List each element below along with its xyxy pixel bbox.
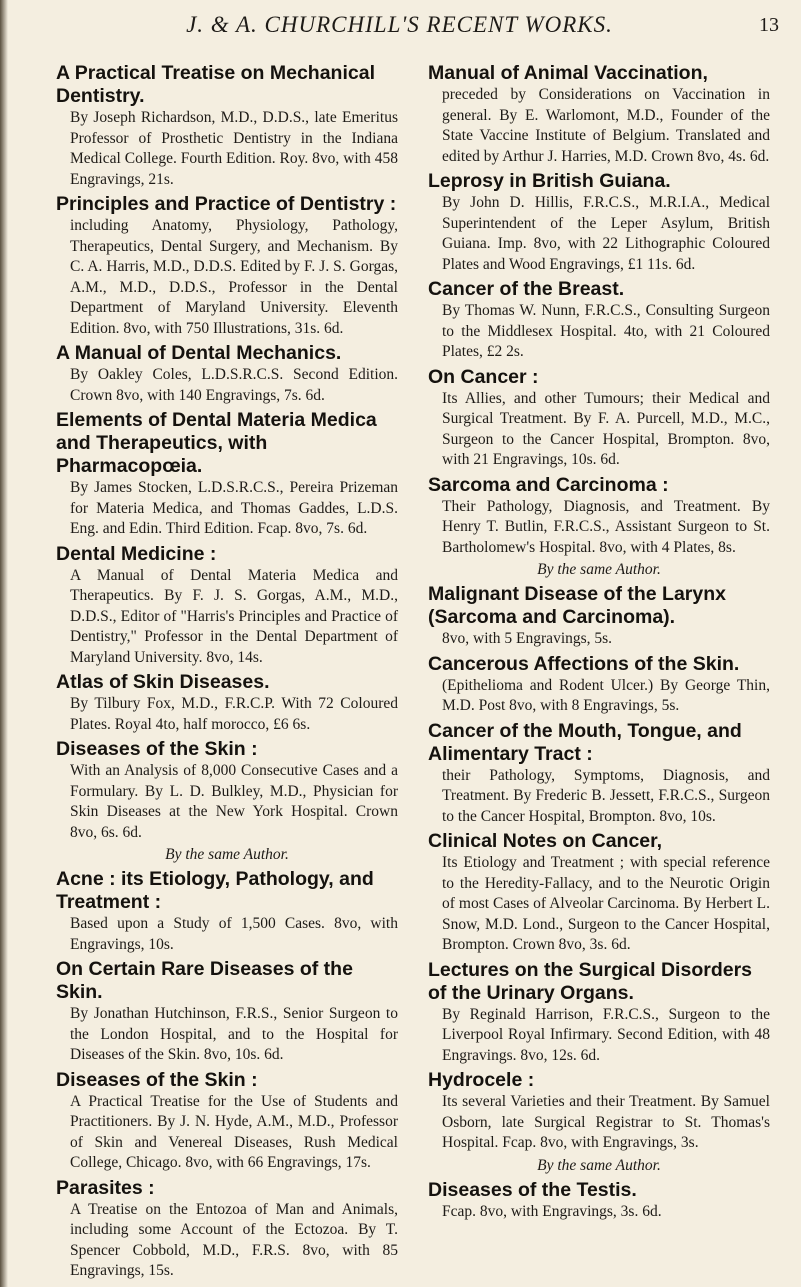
catalogue-entry <box>428 278 770 363</box>
entry-description: 8vo, with 5 Engravings, 5s. <box>442 630 613 647</box>
entry-title: Parasites : <box>56 1176 155 1199</box>
entry-description: By Thomas W. Nunn, F.R.C.S., Consulting Surgeon to the Middlesex Hospital. 4to, with 21 Coloured Plates, £2 2s. <box>442 302 770 360</box>
entry-title: Acne : its Etiology, Pathology, and Treatment : <box>56 868 374 913</box>
catalogue-entry <box>56 409 398 540</box>
catalogue-entry <box>428 474 770 581</box>
page-number: 13 <box>759 14 779 36</box>
entry-description: By Oakley Coles, L.D.S.R.C.S. Second Edition. Crown 8vo, with 140 Engravings, 7s. 6d. <box>70 366 398 404</box>
entry-description: A Practical Treatise for the Use of Students and Practitioners. By J. N. Hyde, A.M., M.D., Professor of Skin and Venereal Diseases, Rush Medical College, Chicago. 8vo, with 66 Engravings, 17s. <box>70 1092 398 1171</box>
entry-description: By Jonathan Hutchinson, F.R.S., Senior Surgeon to the London Hospital, and to the Hospital for Diseases of the Skin. 8vo, 10s. 6d. <box>70 1005 398 1063</box>
entry-title: Principles and Practice of Dentistry : <box>56 193 397 215</box>
entry-description: Its Allies, and other Tumours; their Medical and Surgical Treatment. By F. A. Purcell, M.D., M.C., Surgeon to the Cancer Hospital, Brompton. 8vo, with 21 Engravings, 10s. 6d. <box>442 389 770 468</box>
entry-description: A Treatise on the Entozoa of Man and Animals, including some Account of the Ectozoa. By T. Spencer Cobbold, M.D., F.R.S. 8vo, with 85 Engravings, 15s. <box>70 1200 398 1279</box>
entry-title: Elements of Dental Materia Medica and Therapeutics, with Pharmacopœia. <box>56 409 377 477</box>
catalogue-entry <box>56 62 398 190</box>
entry-title: Diseases of the Testis. <box>428 1178 637 1201</box>
entry-title: Cancer of the Mouth, Tongue, and Alimentary Tract : <box>428 719 742 765</box>
same-author-note: By the same Author. <box>537 1156 661 1174</box>
catalogue-entry <box>428 959 770 1067</box>
page-header <box>60 6 779 46</box>
entry-description: By James Stocken, L.D.S.R.C.S., Pereira Prizeman for Materia Medica, and Thomas Gaddes, L.D.S. Eng. and Edin. Third Edition. Fcap. 8vo, 7s. 6d. <box>70 479 398 537</box>
catalogue-entry <box>428 1069 770 1176</box>
entry-title: Cancer of the Breast. <box>428 278 625 300</box>
entry-title: A Practical Treatise on Mechanical Dentistry. <box>56 62 375 107</box>
entry-title: Manual of Animal Vaccination, <box>428 62 708 84</box>
catalogue-entry <box>56 342 398 406</box>
entry-title: Sarcoma and Carcinoma : <box>428 473 669 496</box>
running-head: J. & A. CHURCHILL'S RECENT WORKS. <box>186 12 613 37</box>
entry-title: Cancerous Affections of the Skin. <box>428 652 740 675</box>
same-author-note: By the same Author. <box>537 561 661 578</box>
left-column <box>56 62 398 1285</box>
catalogue-entry <box>56 868 398 955</box>
entry-title: Dental Medicine : <box>56 542 217 565</box>
catalogue-entry <box>56 543 398 669</box>
entry-description: Its several Varieties and their Treatment. By Samuel Osborn, late Surgical Registrar to St. Thomas's Hospital. Fcap. 8vo, with Engravings, 3s. <box>442 1093 770 1151</box>
catalogue-entry <box>56 738 398 865</box>
entry-description: By Tilbury Fox, M.D., F.R.C.P. With 72 Coloured Plates. Royal 4to, half morocco, £6 6s. <box>70 695 398 733</box>
entry-description: (Epithelioma and Rodent Ulcer.) By George Thin, M.D. Post 8vo, with 8 Engravings, 5s. <box>442 676 770 714</box>
entry-title: Malignant Disease of the Larynx (Sarcoma and Carcinoma). <box>428 583 726 628</box>
right-column <box>428 62 770 1225</box>
catalogue-entry <box>56 671 398 735</box>
entry-description: preceded by Considerations on Vaccination in general. By E. Warlomont, M.D., Founder of the State Vaccine Institute of Belgium. Translated and edited by Arthur J. Harries, M.D. Crown 8vo, 4s. 6d. <box>442 86 770 165</box>
entry-description: By John D. Hillis, F.R.C.S., M.R.I.A., Medical Superintendent of the Leper Asylum, British Guiana. Imp. 8vo, with 22 Lithographic Coloured Plates and Wood Engravings, £1 11s. 6d. <box>442 194 770 273</box>
entry-description: A Manual of Dental Materia Medica and Therapeutics. By F. J. S. Gorgas, A.M., M.D., D.D.S., Editor of "Harris's Principles and Practice of Dentistry," Professor in the Dental Department of Maryland University. 8vo, 14s. <box>70 566 398 666</box>
entry-title: Atlas of Skin Diseases. <box>56 671 270 693</box>
entry-title: Clinical Notes on Cancer, <box>428 830 663 852</box>
entry-description: Their Pathology, Diagnosis, and Treatment. By Henry T. Butlin, F.R.C.S., Assistant Surgeon to St. Bartholomew's Hospital. 8vo, with 4 Plates, 8s. <box>442 497 770 556</box>
entry-title: A Manual of Dental Mechanics. <box>56 342 342 364</box>
catalogue-entry <box>56 193 398 339</box>
catalogue-entry <box>428 830 770 956</box>
entry-description: With an Analysis of 8,000 Consecutive Cases and a Formulary. By L. D. Bulkley, M.D., Physician for Skin Diseases at the New York Hospital. Crown 8vo, 6s. 6d. <box>70 762 398 841</box>
entry-title: Diseases of the Skin : <box>56 738 258 760</box>
catalogue-entry <box>428 366 770 471</box>
catalogue-entry <box>56 958 398 1066</box>
entry-description: By Joseph Richardson, M.D., D.D.S., late Emeritus Professor of Prosthetic Dentistry in the Indiana Medical College. Fourth Edition. Roy. 8vo, with 458 Engravings, 21s. <box>70 109 398 188</box>
entry-title: On Cancer : <box>428 365 539 388</box>
entry-title: Lectures on the Surgical Disorders of the Urinary Organs. <box>428 958 753 1004</box>
same-author-note: By the same Author. <box>165 846 289 863</box>
catalogue-entry <box>428 170 770 275</box>
catalogue-entry <box>428 583 770 650</box>
catalogue-entry <box>428 720 770 828</box>
catalogue-entry <box>56 1177 398 1282</box>
entry-description: Its Etiology and Treatment ; with special reference to the Heredity-Fallacy, and to the Neurotic Origin of most Cases of Alveolar Carcinoma. By Herbert L. Snow, M.D. Lond., Surgeon to the Cancer Hospital, Brompton. Crown 8vo, 3s. 6d. <box>442 854 770 953</box>
entry-description: Based upon a Study of 1,500 Cases. 8vo, with Engravings, 10s. <box>70 915 398 953</box>
catalogue-entry <box>56 1069 398 1174</box>
entry-description: including Anatomy, Physiology, Pathology, Therapeutics, Dental Surgery, and Mechanism. By C. A. Harris, M.D., D.D.S. Edited by F. J. S. Gorgas, A.M., M.D., D.D.S., Professor in the Dental Department of Maryland University. Eleventh Edition. 8vo, with 750 Illustrations, 31s. 6d. <box>70 217 398 337</box>
entry-description: Fcap. 8vo, with Engravings, 3s. 6d. <box>442 1202 662 1220</box>
entry-description: their Pathology, Symptoms, Diagnosis, and Treatment. By Frederic B. Jessett, F.R.C.S., Surgeon to the Cancer Hospital, Brompton. 8vo, 10s. <box>442 766 770 825</box>
catalogue-entry <box>428 653 770 717</box>
catalogue-entry <box>428 62 770 167</box>
entry-title: Hydrocele : <box>428 1069 535 1091</box>
page-edge-shadow <box>0 0 8 1287</box>
catalogue-entry <box>428 1179 770 1223</box>
entry-title: On Certain Rare Diseases of the Skin. <box>56 958 353 1003</box>
entry-title: Diseases of the Skin : <box>56 1068 258 1091</box>
entry-title: Leprosy in British Guiana. <box>428 170 671 192</box>
entry-description: By Reginald Harrison, F.R.C.S., Surgeon to the Liverpool Royal Infirmary. Second Edition, with 48 Engravings. 8vo, 12s. 6d. <box>442 1005 770 1064</box>
